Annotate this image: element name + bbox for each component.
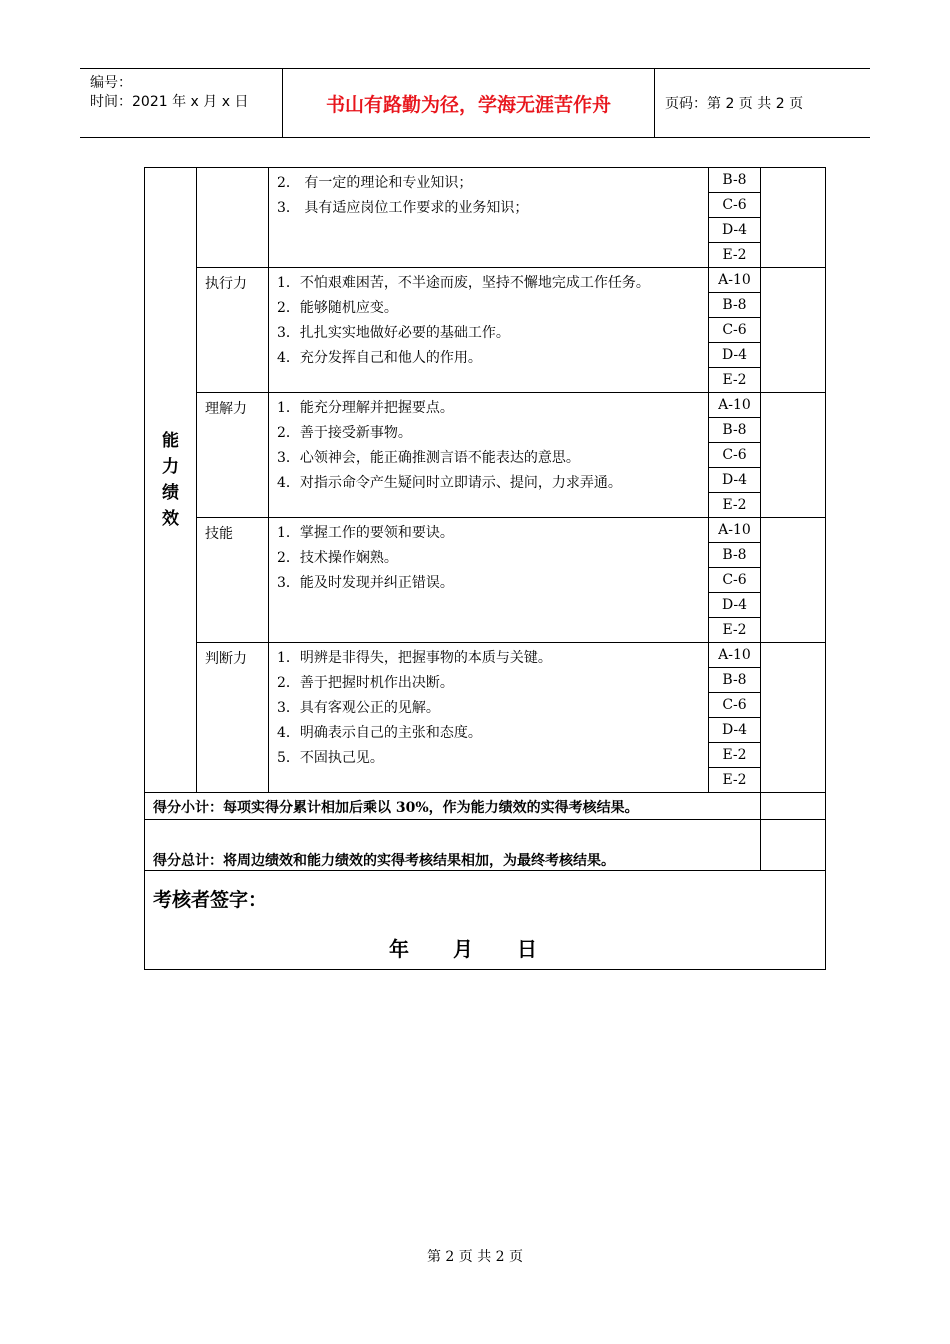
criteria-line: 2．能够随机应变。	[277, 300, 398, 316]
date-year: 年	[389, 937, 409, 961]
grade-cell: B-8	[709, 293, 761, 318]
subcategory-label: 执行力	[205, 276, 247, 292]
grade-row	[145, 393, 826, 418]
grade-row	[145, 518, 826, 543]
grade-cell: B-8	[709, 418, 761, 443]
criteria-line: 1．不怕艰难困苦，不半途而废，坚持不懈地完成工作任务。	[277, 275, 650, 291]
criteria-line: 1．能充分理解并把握要点。	[277, 400, 454, 416]
grade-cell: E-2	[709, 243, 761, 268]
grade-cell: D-4	[709, 718, 761, 743]
subcategory-cell	[197, 518, 269, 643]
date-month: 月	[453, 937, 473, 961]
grade-cell: D-4	[709, 593, 761, 618]
subtotal-text: 得分小计：每项实得分累计相加后乘以 30%，作为能力绩效的实得考核结果。	[145, 793, 761, 820]
criteria-cell	[269, 643, 709, 793]
number-label: 编号：	[90, 75, 132, 91]
category-cell	[145, 168, 197, 793]
grade-cell: B-8	[709, 668, 761, 693]
grade-cell: E-2	[709, 768, 761, 793]
grade-row	[145, 268, 826, 293]
grade-cell: C-6	[709, 568, 761, 593]
category-label: 能力绩效	[162, 431, 179, 529]
criteria-line: 4．明确表示自己的主张和态度。	[277, 725, 482, 741]
criteria-cell	[269, 393, 709, 518]
criteria-line: 3． 具有适应岗位工作要求的业务知识；	[277, 200, 529, 216]
grade-cell: E-2	[709, 368, 761, 393]
date-day: 日	[517, 937, 537, 961]
subcategory-label: 技能	[205, 526, 233, 542]
signature-row	[145, 871, 826, 970]
score-input-cell[interactable]	[761, 268, 826, 393]
criteria-line: 5．不固执己见。	[277, 750, 384, 766]
score-input-cell[interactable]	[761, 643, 826, 793]
score-input-cell[interactable]	[761, 393, 826, 518]
total-score-cell[interactable]	[761, 820, 826, 871]
grade-row	[145, 643, 826, 668]
grade-row	[145, 168, 826, 193]
subtotal-score-cell[interactable]	[761, 793, 826, 820]
header-motto: 书山有路勤为径，学海无涯苦作舟	[325, 93, 611, 116]
total-row	[145, 820, 826, 871]
header-page-label: 页码：第 2 页 共 2 页	[665, 96, 804, 112]
criteria-line: 3．能及时发现并纠正错误。	[277, 575, 454, 591]
grade-cell: C-6	[709, 693, 761, 718]
subcategory-label: 理解力	[205, 401, 247, 417]
criteria-line: 3．具有客观公正的见解。	[277, 700, 440, 716]
criteria-line: 2． 有一定的理论和专业知识；	[277, 175, 473, 191]
score-input-cell[interactable]	[761, 168, 826, 268]
grade-cell: D-4	[709, 468, 761, 493]
subcategory-cell	[197, 268, 269, 393]
criteria-cell	[269, 518, 709, 643]
grade-cell: B-8	[709, 543, 761, 568]
time-label: 时间：2021 年 x 月 x 日	[90, 94, 249, 110]
header-page-cell	[655, 69, 870, 137]
grade-cell: B-8	[709, 168, 761, 193]
grade-cell: D-4	[709, 343, 761, 368]
grade-cell: A-10	[709, 518, 761, 543]
criteria-line: 3．心领神会，能正确推测言语不能表达的意思。	[277, 450, 580, 466]
grade-cell: E-2	[709, 618, 761, 643]
criteria-line: 4．充分发挥自己和他人的作用。	[277, 350, 482, 366]
criteria-cell	[269, 168, 709, 268]
page-footer: 第 2 页 共 2 页	[426, 1249, 524, 1265]
subcategory-cell	[197, 168, 269, 268]
criteria-line: 1．明辨是非得失，把握事物的本质与关键。	[277, 650, 552, 666]
grade-cell: A-10	[709, 643, 761, 668]
subtotal-row	[145, 793, 826, 820]
grade-cell: A-10	[709, 268, 761, 293]
grade-cell: D-4	[709, 218, 761, 243]
criteria-line: 3．扎扎实实地做好必要的基础工作。	[277, 325, 510, 341]
signature-label: 考核者签字：	[153, 889, 268, 911]
subcategory-label: 判断力	[205, 651, 247, 667]
grade-cell: A-10	[709, 393, 761, 418]
grade-cell: C-6	[709, 318, 761, 343]
total-text: 得分总计：将周边绩效和能力绩效的实得考核结果相加，为最终考核结果。	[145, 820, 761, 871]
criteria-line: 1．掌握工作的要领和要诀。	[277, 525, 454, 541]
criteria-line: 2．技术操作娴熟。	[277, 550, 398, 566]
signature-date	[389, 933, 537, 962]
criteria-cell	[269, 268, 709, 393]
subcategory-cell	[197, 643, 269, 793]
grade-cell: C-6	[709, 443, 761, 468]
signature-cell[interactable]	[145, 871, 826, 970]
score-input-cell[interactable]	[761, 518, 826, 643]
criteria-line: 2．善于接受新事物。	[277, 425, 412, 441]
assessment-table	[144, 167, 826, 970]
header-motto-cell	[283, 69, 655, 137]
page-header	[80, 68, 870, 138]
criteria-line: 2．善于把握时机作出决断。	[277, 675, 454, 691]
header-meta	[80, 69, 283, 137]
grade-cell: E-2	[709, 493, 761, 518]
grade-cell: E-2	[709, 743, 761, 768]
grade-cell: C-6	[709, 193, 761, 218]
criteria-line: 4．对指示命令产生疑问时立即请示、提问，力求弄通。	[277, 475, 622, 491]
subcategory-cell	[197, 393, 269, 518]
